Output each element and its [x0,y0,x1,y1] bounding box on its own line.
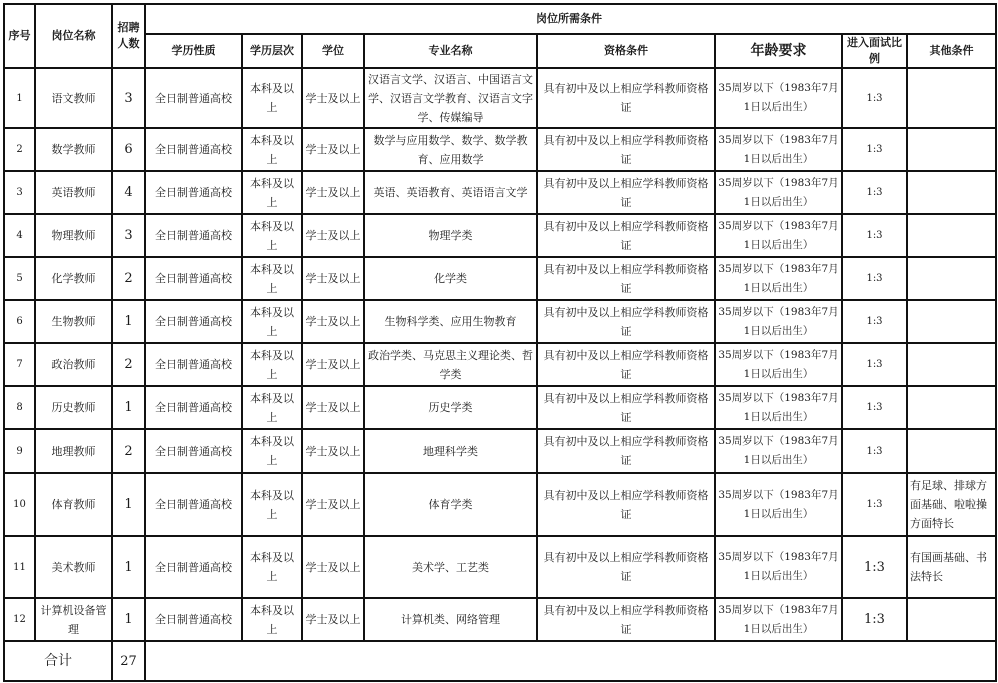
cell-other [907,429,996,473]
cell-count: 1 [112,300,145,343]
cell-seq: 9 [4,429,35,473]
cell-edu-level: 本科及以上 [242,300,302,343]
cell-qualification: 具有初中及以上相应学科教师资格证 [537,536,715,598]
cell-degree: 学士及以上 [302,536,364,598]
cell-edu-level: 本科及以上 [242,536,302,598]
cell-position: 历史教师 [35,386,112,429]
cell-age: 35周岁以下（1983年7月1日以后出生） [715,214,842,257]
cell-seq: 6 [4,300,35,343]
cell-major: 英语、英语教育、英语语言文学 [364,171,537,214]
cell-count: 3 [112,68,145,128]
cell-seq: 11 [4,536,35,598]
table-row [4,300,996,343]
cell-qualification: 具有初中及以上相应学科教师资格证 [537,386,715,429]
cell-seq: 7 [4,343,35,386]
header-ratio: 进入面试比例 [842,34,907,68]
table-row [4,598,996,641]
cell-other [907,68,996,128]
cell-count: 4 [112,171,145,214]
cell-age: 35周岁以下（1983年7月1日以后出生） [715,68,842,128]
cell-age: 35周岁以下（1983年7月1日以后出生） [715,300,842,343]
cell-edu-nature: 全日制普通高校 [145,257,242,300]
table-row [4,429,996,473]
cell-age: 35周岁以下（1983年7月1日以后出生） [715,429,842,473]
cell-seq: 3 [4,171,35,214]
cell-edu-nature: 全日制普通高校 [145,429,242,473]
cell-qualification: 具有初中及以上相应学科教师资格证 [537,257,715,300]
cell-qualification: 具有初中及以上相应学科教师资格证 [537,128,715,171]
header-edu-nature: 学历性质 [145,34,242,68]
cell-position: 语文教师 [35,68,112,128]
total-empty [145,641,996,681]
header-age: 年龄要求 [715,34,842,68]
cell-count: 2 [112,429,145,473]
cell-ratio: 1:3 [842,68,907,128]
header-group: 岗位所需条件 [145,4,996,34]
cell-other [907,214,996,257]
header-qualification: 资格条件 [537,34,715,68]
cell-age: 35周岁以下（1983年7月1日以后出生） [715,128,842,171]
cell-position: 美术教师 [35,536,112,598]
cell-edu-level: 本科及以上 [242,128,302,171]
cell-position: 生物教师 [35,300,112,343]
cell-seq: 1 [4,68,35,128]
cell-ratio: 1:3 [842,473,907,536]
cell-ratio: 1:3 [842,429,907,473]
cell-other [907,128,996,171]
cell-edu-nature: 全日制普通高校 [145,473,242,536]
cell-other: 有国画基础、书法特长 [907,536,996,598]
cell-major: 历史学类 [364,386,537,429]
cell-qualification: 具有初中及以上相应学科教师资格证 [537,171,715,214]
cell-age: 35周岁以下（1983年7月1日以后出生） [715,257,842,300]
cell-count: 1 [112,536,145,598]
total-count: 27 [112,641,145,681]
cell-qualification: 具有初中及以上相应学科教师资格证 [537,598,715,641]
cell-position: 政治教师 [35,343,112,386]
cell-edu-nature: 全日制普通高校 [145,598,242,641]
cell-position: 化学教师 [35,257,112,300]
cell-seq: 8 [4,386,35,429]
cell-count: 1 [112,386,145,429]
cell-count: 2 [112,343,145,386]
cell-edu-level: 本科及以上 [242,598,302,641]
cell-seq: 12 [4,598,35,641]
cell-other [907,257,996,300]
table-row [4,214,996,257]
cell-qualification: 具有初中及以上相应学科教师资格证 [537,429,715,473]
cell-position: 数学教师 [35,128,112,171]
cell-degree: 学士及以上 [302,386,364,429]
cell-edu-nature: 全日制普通高校 [145,343,242,386]
cell-major: 美术学、工艺类 [364,536,537,598]
cell-position: 地理教师 [35,429,112,473]
cell-seq: 5 [4,257,35,300]
header-other: 其他条件 [907,34,996,68]
cell-degree: 学士及以上 [302,171,364,214]
cell-major: 汉语言文学、汉语言、中国语言文学、汉语言文学教育、汉语言文字学、传媒编导 [364,68,537,128]
cell-count: 1 [112,598,145,641]
cell-edu-level: 本科及以上 [242,473,302,536]
table-row [4,128,996,171]
cell-major: 体育学类 [364,473,537,536]
cell-edu-level: 本科及以上 [242,171,302,214]
cell-count: 2 [112,257,145,300]
cell-degree: 学士及以上 [302,473,364,536]
table-row [4,257,996,300]
cell-degree: 学士及以上 [302,300,364,343]
cell-position: 物理教师 [35,214,112,257]
cell-other [907,300,996,343]
cell-age: 35周岁以下（1983年7月1日以后出生） [715,343,842,386]
table-row [4,171,996,214]
cell-seq: 4 [4,214,35,257]
cell-degree: 学士及以上 [302,214,364,257]
cell-edu-level: 本科及以上 [242,343,302,386]
cell-position: 英语教师 [35,171,112,214]
cell-major: 数学与应用数学、数学、数学教育、应用数学 [364,128,537,171]
cell-count: 1 [112,473,145,536]
cell-edu-level: 本科及以上 [242,429,302,473]
header-degree: 学位 [302,34,364,68]
header-position: 岗位名称 [35,4,112,68]
recruitment-table [3,3,997,682]
cell-edu-nature: 全日制普通高校 [145,214,242,257]
cell-ratio: 1:3 [842,343,907,386]
cell-major: 政治学类、马克思主义理论类、哲学类 [364,343,537,386]
table-row [4,343,996,386]
cell-seq: 2 [4,128,35,171]
cell-edu-nature: 全日制普通高校 [145,68,242,128]
cell-qualification: 具有初中及以上相应学科教师资格证 [537,343,715,386]
cell-other [907,343,996,386]
cell-edu-nature: 全日制普通高校 [145,536,242,598]
cell-qualification: 具有初中及以上相应学科教师资格证 [537,68,715,128]
cell-age: 35周岁以下（1983年7月1日以后出生） [715,598,842,641]
cell-other [907,171,996,214]
cell-count: 6 [112,128,145,171]
cell-edu-level: 本科及以上 [242,386,302,429]
cell-other [907,386,996,429]
header-count: 招聘人数 [112,4,145,68]
cell-age: 35周岁以下（1983年7月1日以后出生） [715,386,842,429]
cell-other: 有足球、排球方面基础、啦啦操方面特长 [907,473,996,536]
cell-age: 35周岁以下（1983年7月1日以后出生） [715,171,842,214]
cell-qualification: 具有初中及以上相应学科教师资格证 [537,473,715,536]
cell-major: 化学类 [364,257,537,300]
total-label: 合计 [4,641,112,681]
cell-edu-nature: 全日制普通高校 [145,171,242,214]
cell-ratio: 1:3 [842,300,907,343]
cell-major: 物理学类 [364,214,537,257]
cell-ratio: 1:3 [842,171,907,214]
cell-degree: 学士及以上 [302,429,364,473]
cell-edu-level: 本科及以上 [242,214,302,257]
table-row [4,536,996,598]
cell-major: 生物科学类、应用生物教育 [364,300,537,343]
header-seq: 序号 [4,4,35,68]
cell-edu-level: 本科及以上 [242,68,302,128]
cell-major: 地理科学类 [364,429,537,473]
cell-edu-level: 本科及以上 [242,257,302,300]
cell-ratio: 1:3 [842,386,907,429]
cell-edu-nature: 全日制普通高校 [145,386,242,429]
table-row [4,386,996,429]
cell-ratio: 1:3 [842,128,907,171]
cell-ratio: 1:3 [842,598,907,641]
cell-ratio: 1:3 [842,257,907,300]
cell-degree: 学士及以上 [302,598,364,641]
table-row [4,473,996,536]
cell-age: 35周岁以下（1983年7月1日以后出生） [715,536,842,598]
cell-count: 3 [112,214,145,257]
cell-qualification: 具有初中及以上相应学科教师资格证 [537,300,715,343]
cell-edu-nature: 全日制普通高校 [145,128,242,171]
cell-other [907,598,996,641]
cell-degree: 学士及以上 [302,128,364,171]
cell-degree: 学士及以上 [302,68,364,128]
cell-position: 计算机设备管理 [35,598,112,641]
cell-seq: 10 [4,473,35,536]
cell-position: 体育教师 [35,473,112,536]
cell-ratio: 1:3 [842,214,907,257]
cell-qualification: 具有初中及以上相应学科教师资格证 [537,214,715,257]
header-edu-level: 学历层次 [242,34,302,68]
cell-ratio: 1:3 [842,536,907,598]
cell-degree: 学士及以上 [302,343,364,386]
cell-degree: 学士及以上 [302,257,364,300]
cell-age: 35周岁以下（1983年7月1日以后出生） [715,473,842,536]
header-major: 专业名称 [364,34,537,68]
cell-edu-nature: 全日制普通高校 [145,300,242,343]
cell-major: 计算机类、网络管理 [364,598,537,641]
table-row [4,68,996,128]
